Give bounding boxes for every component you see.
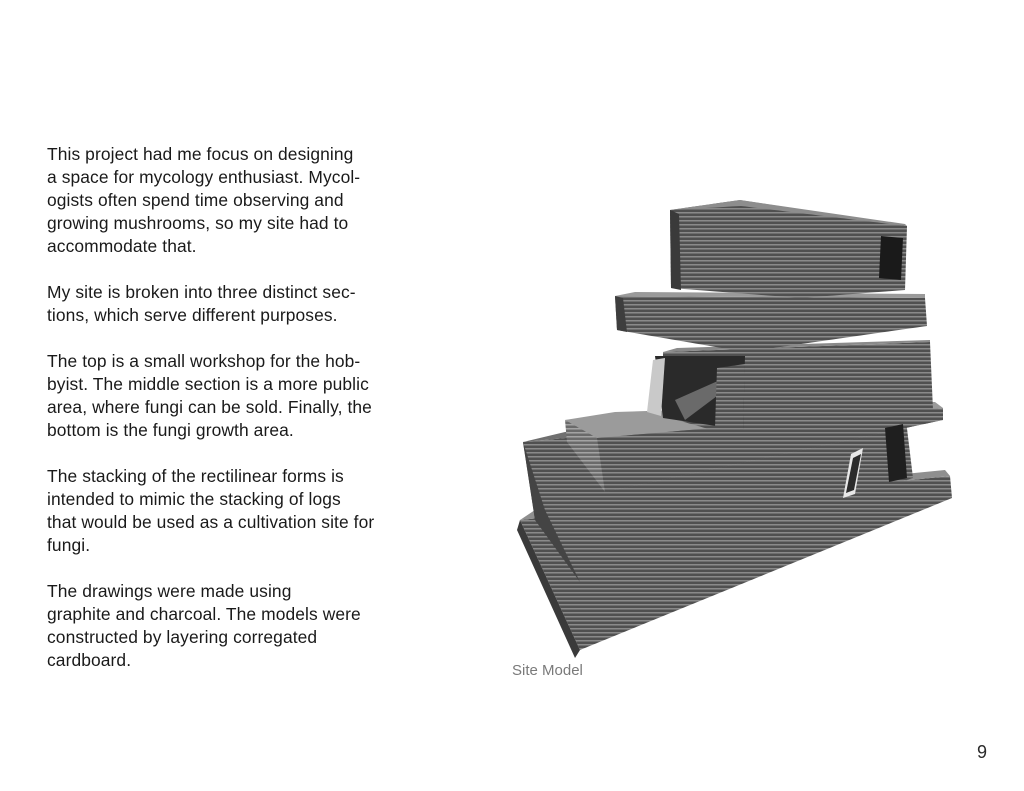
text-line: that would be used as a cultivation site for (47, 512, 375, 532)
text-line: growing mushrooms, so my site had to (47, 213, 349, 233)
paragraph-program (47, 350, 407, 442)
text-line: cardboard. (47, 650, 132, 670)
paragraph-intro (47, 143, 407, 258)
text-line: intended to mimic the stacking of logs (47, 489, 341, 509)
body-text (47, 143, 407, 695)
text-line: The stacking of the rectilinear forms is (47, 466, 344, 486)
text-line: graphite and charcoal. The models were (47, 604, 361, 624)
paragraph-materials (47, 580, 407, 672)
text-line: My site is broken into three distinct sec- (47, 282, 356, 302)
paragraph-sections (47, 281, 407, 327)
site-model-photo (505, 180, 965, 660)
text-line: bottom is the fungi growth area. (47, 420, 294, 440)
text-line: fungi. (47, 535, 91, 555)
figure-caption: Site Model (512, 662, 583, 679)
text-line: accommodate that. (47, 236, 197, 256)
text-line: ogists often spend time observing and (47, 190, 344, 210)
text-line: area, where fungi can be sold. Finally, the (47, 397, 372, 417)
text-line: constructed by layering corregated (47, 627, 318, 647)
text-line: byist. The middle section is a more public (47, 374, 369, 394)
text-line: This project had me focus on designing (47, 144, 354, 164)
text-line: The drawings were made using (47, 581, 292, 601)
text-line: tions, which serve different purposes. (47, 305, 338, 325)
text-line: The top is a small workshop for the hob- (47, 351, 361, 371)
text-line: a space for mycology enthusiast. Mycol- (47, 167, 361, 187)
paragraph-concept (47, 465, 407, 557)
page-number: 9 (976, 742, 987, 762)
